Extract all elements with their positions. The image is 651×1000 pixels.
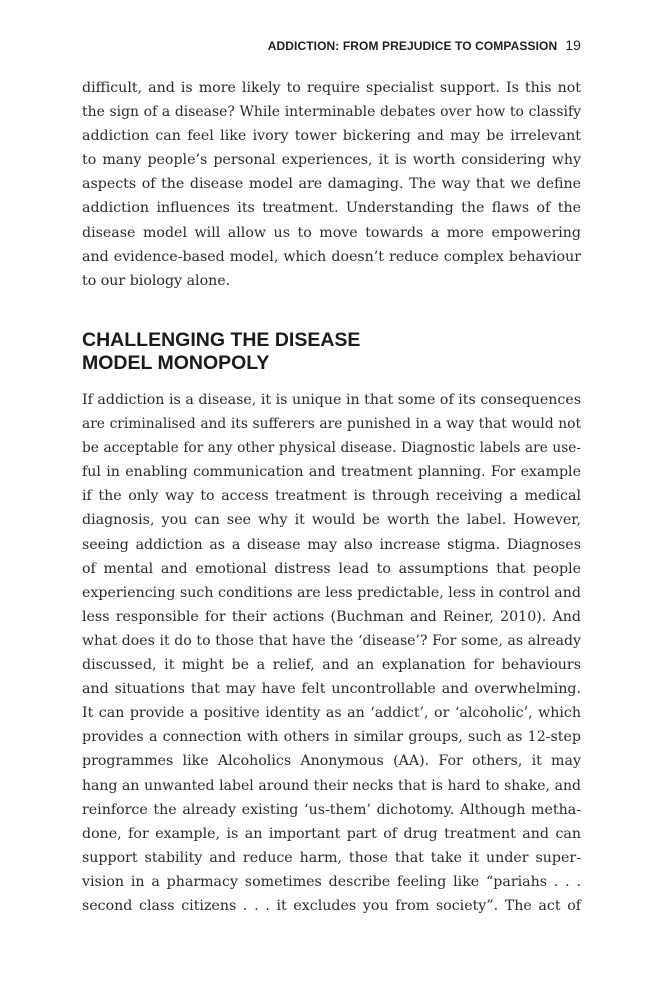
paragraph-line: less responsible for their actions (Buchman and Reiner, 2010). And [82,608,581,625]
paragraph-line: reinforce the already existing ‘us-them’ dichotomy. Although metha- [82,801,581,818]
paragraph-line: the sign of a disease? While interminable debates over how to classify [82,104,581,121]
body-paragraph-1 [82,76,581,293]
running-head-title: ADDICTION: FROM PREJUDICE TO COMPASSION [267,39,558,53]
paragraph-line: seeing addiction as a disease may also increase stigma. Diagnoses [82,536,581,553]
paragraph-line: addiction can feel like ivory tower bickering and may be irrelevant [82,128,581,145]
section-heading [82,329,360,375]
paragraph-line: hang an unwanted label around their necks that is hard to shake, and [82,777,581,794]
paragraph-line: ful in enabling communication and treatment planning. For example [82,464,581,481]
paragraph-line: and situations that may have felt uncontrollable and overwhelming. [82,681,581,698]
running-head [268,37,581,53]
paragraph-line: to many people’s personal experiences, it is worth considering why [82,152,581,169]
paragraph-line: what does it do to those that have the ‘disease’? For some, as already [82,632,581,649]
paragraph-line: if the only way to access treatment is through receiving a medical [82,488,581,505]
paragraph-line: If addiction is a disease, it is unique in that some of its consequences [82,392,581,408]
paragraph-line: difficult, and is more likely to require specialist support. Is this not [82,80,581,96]
paragraph-line: disease model will allow us to move towards a more empowering [82,224,581,241]
paragraph-line: be acceptable for any other physical disease. Diagnostic labels are use- [82,440,581,457]
paragraph-line: It can provide a positive identity as an ‘addict’, or ‘alcoholic’, which [82,705,581,722]
paragraph-line: are criminalised and its sufferers are punished in a way that would not [82,416,581,433]
section-heading-line-2: MODEL MONOPOLY [82,352,270,374]
paragraph-line: support stability and reduce harm, those that take it under super- [82,849,581,866]
paragraph-line: aspects of the disease model are damaging. The way that we define [82,176,581,193]
paragraph-line: addiction influences its treatment. Understanding the flaws of the [82,200,581,217]
paragraph-line: and evidence-based model, which doesn’t reduce complex behaviour [82,248,581,265]
paragraph-line: provides a connection with others in similar groups, such as 12-step [82,729,581,746]
paragraph-line: vision in a pharmacy sometimes describe feeling like “pariahs . . . [82,873,581,890]
paragraph-line: done, for example, is an important part of drug treatment and can [82,825,581,842]
section-heading-line-1: CHALLENGING THE DISEASE [82,329,361,351]
body-paragraph-2 [82,388,581,918]
paragraph-line: diagnosis, you can see why it would be worth the label. However, [82,512,581,529]
paragraph-line: discussed, it might be a relief, and an explanation for behaviours [82,657,581,674]
paragraph-line: programmes like Alcoholics Anonymous (AA). For others, it may [82,753,581,770]
paragraph-line: of mental and emotional distress lead to assumptions that people [82,560,581,577]
paragraph-line: experiencing such conditions are less predictable, less in control and [82,584,581,601]
page-number: 19 [565,37,581,53]
paragraph-line: to our biology alone. [82,272,231,289]
paragraph-line: second class citizens . . . it excludes you from society”. The act of [82,897,581,914]
